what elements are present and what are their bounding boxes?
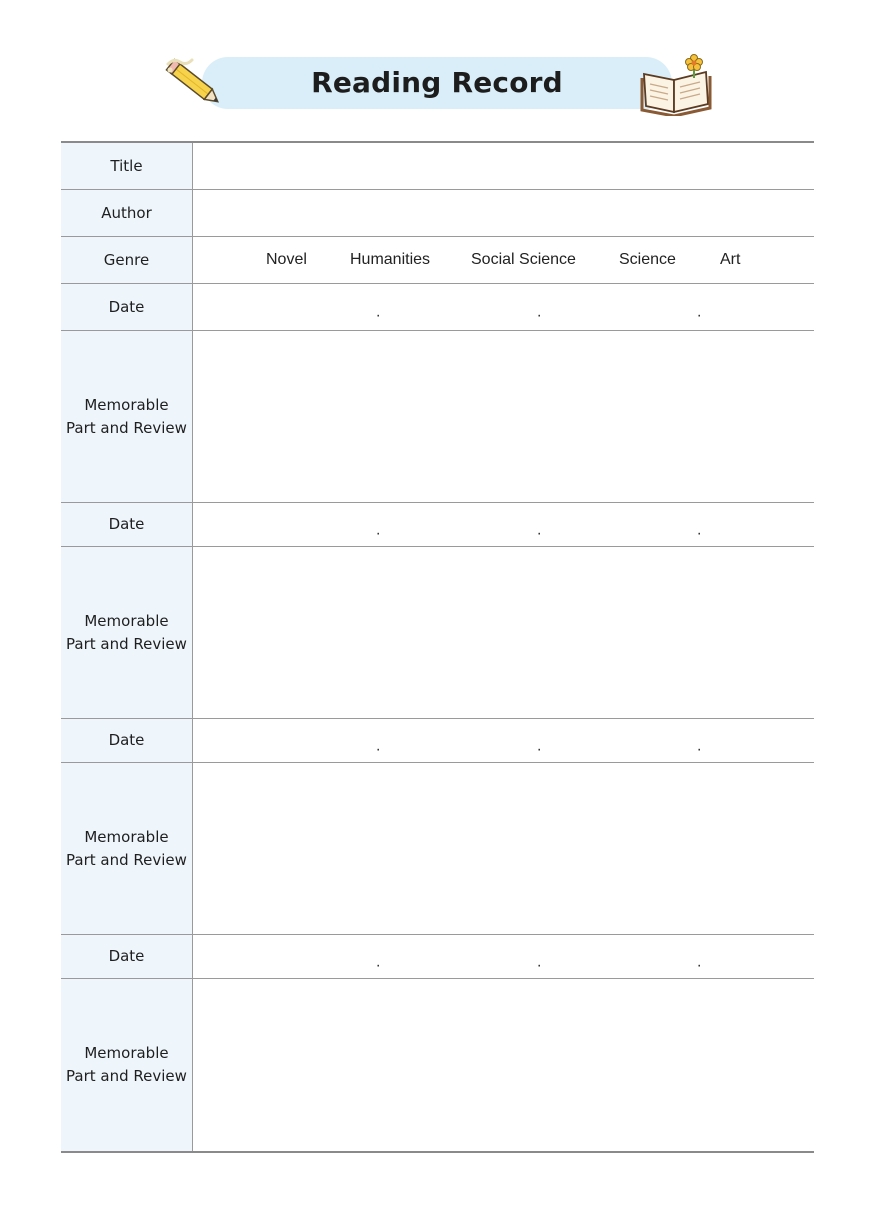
review-label-line1: Memorable bbox=[84, 395, 169, 414]
genre-option-art[interactable]: Art bbox=[720, 251, 741, 268]
date-separator: . bbox=[537, 952, 542, 970]
review-label-line2: Part and Review bbox=[66, 634, 187, 653]
date-label: Date bbox=[61, 503, 193, 546]
date-separator: . bbox=[537, 736, 542, 754]
date-row bbox=[61, 503, 814, 547]
review-label bbox=[61, 547, 193, 718]
title-row bbox=[61, 143, 814, 190]
date-separator: . bbox=[697, 520, 702, 538]
genre-label: Genre bbox=[61, 237, 193, 283]
date-label: Date bbox=[61, 284, 193, 330]
review-field[interactable] bbox=[193, 547, 814, 718]
author-row bbox=[61, 190, 814, 237]
date-separator: . bbox=[376, 520, 381, 538]
review-label bbox=[61, 763, 193, 934]
review-label bbox=[61, 331, 193, 502]
date-separator: . bbox=[537, 520, 542, 538]
date-field[interactable] bbox=[193, 935, 814, 978]
date-separator: . bbox=[376, 736, 381, 754]
title-label: Title bbox=[61, 143, 193, 189]
review-label-line2: Part and Review bbox=[66, 1067, 187, 1085]
review-field[interactable] bbox=[193, 331, 814, 502]
title-field[interactable] bbox=[193, 143, 814, 189]
review-label-line2: Part and Review bbox=[66, 850, 187, 869]
open-book-flower-icon bbox=[638, 52, 714, 116]
author-label: Author bbox=[61, 190, 193, 236]
date-row bbox=[61, 719, 814, 763]
date-separator: . bbox=[376, 952, 381, 970]
review-label bbox=[61, 979, 193, 1151]
pencil-icon bbox=[160, 54, 232, 114]
reading-record-form bbox=[61, 141, 814, 1153]
page-title: Reading Record bbox=[311, 66, 563, 99]
review-label-line2: Part and Review bbox=[66, 418, 187, 437]
review-row bbox=[61, 547, 814, 719]
review-row bbox=[61, 979, 814, 1151]
date-label: Date bbox=[61, 719, 193, 762]
genre-row bbox=[61, 237, 814, 284]
date-separator: . bbox=[697, 303, 702, 321]
review-row bbox=[61, 331, 814, 503]
date-separator: . bbox=[376, 303, 381, 321]
date-separator: . bbox=[697, 952, 702, 970]
review-row bbox=[61, 763, 814, 935]
review-field[interactable] bbox=[193, 763, 814, 934]
date-field[interactable] bbox=[193, 284, 814, 330]
review-label-line1: Memorable bbox=[84, 827, 169, 846]
date-field[interactable] bbox=[193, 719, 814, 762]
genre-option-novel[interactable]: Novel bbox=[266, 251, 307, 268]
genre-option-science[interactable]: Science bbox=[619, 251, 676, 268]
genre-option-social-science[interactable]: Social Science bbox=[471, 251, 576, 268]
date-row bbox=[61, 935, 814, 979]
review-label-line1: Memorable bbox=[84, 1044, 169, 1062]
review-field[interactable] bbox=[193, 979, 814, 1151]
date-label: Date bbox=[61, 935, 193, 978]
genre-options bbox=[193, 237, 814, 283]
date-row bbox=[61, 284, 814, 331]
date-separator: . bbox=[697, 736, 702, 754]
review-label-line1: Memorable bbox=[84, 611, 169, 630]
author-field[interactable] bbox=[193, 190, 814, 236]
genre-option-humanities[interactable]: Humanities bbox=[350, 251, 431, 268]
date-separator: . bbox=[537, 303, 542, 321]
date-field[interactable] bbox=[193, 503, 814, 546]
